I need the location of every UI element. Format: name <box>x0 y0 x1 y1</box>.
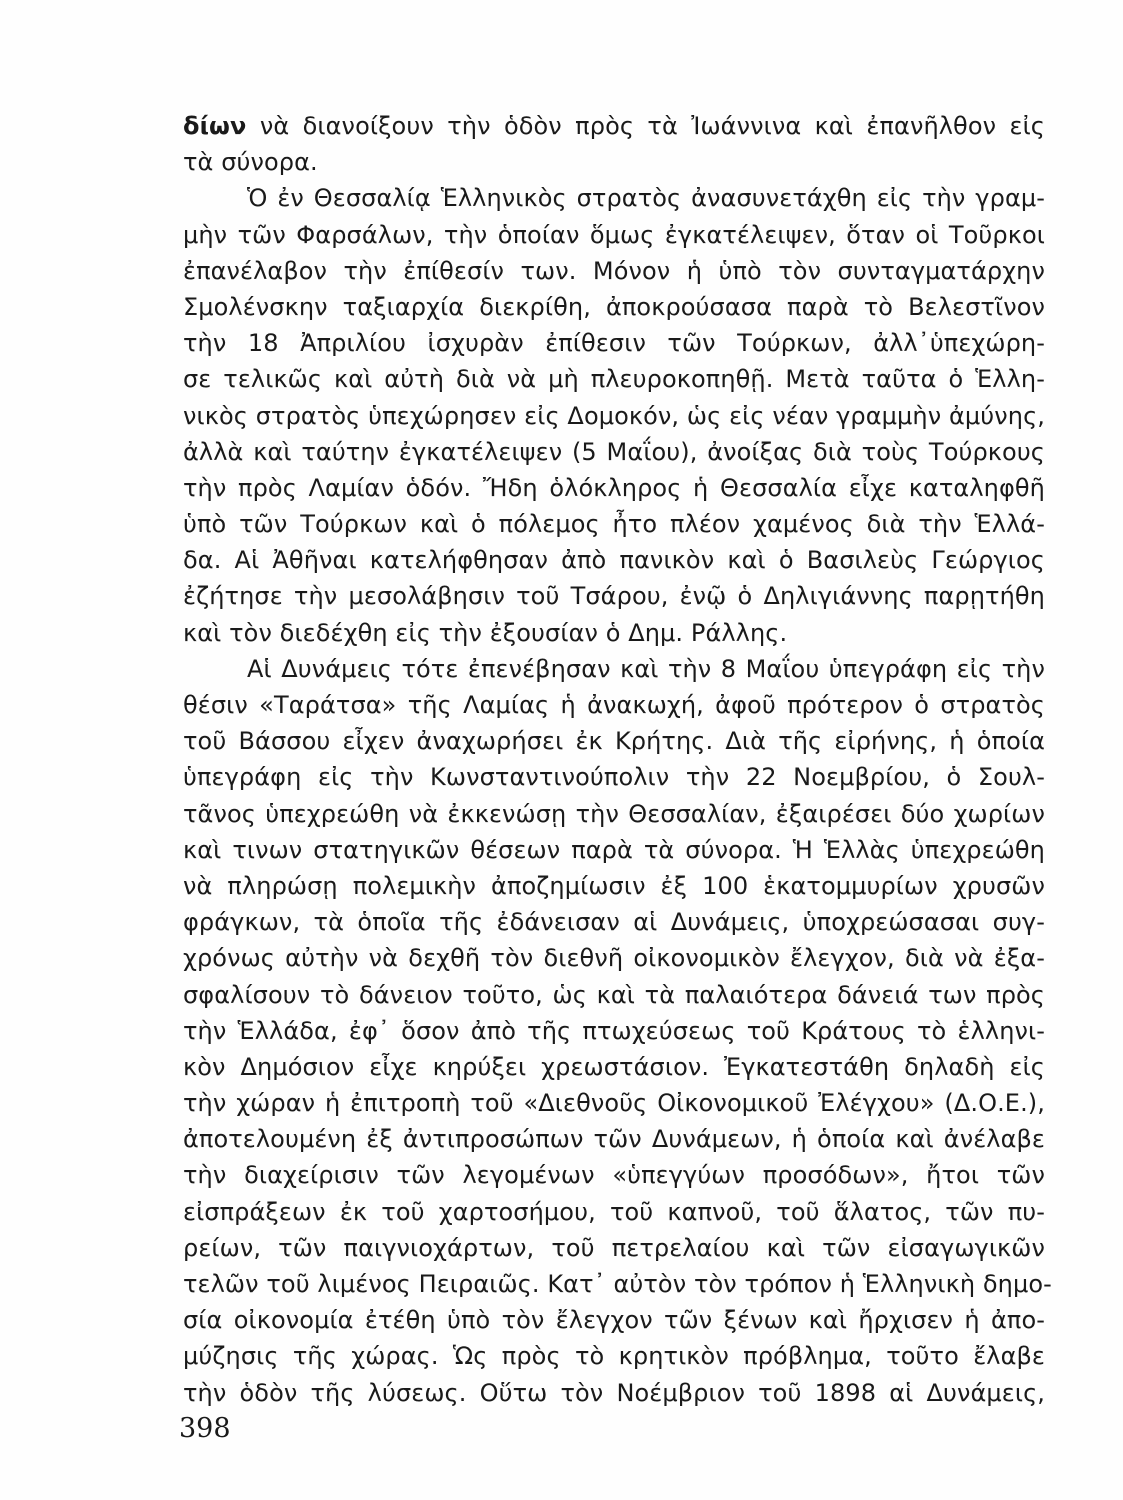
text-line: δα. Αἱ Ἀθῆναι κατελήφθησαν ἀπὸ πανικὸν καὶ ὁ Βασιλεὺς Γεώργιος <box>183 546 1045 575</box>
text-line: καὶ τινων στατηγικῶν θέσεων παρὰ τὰ σύνορα. Ἡ Ἑλλὰς ὑπεχρεώθη <box>183 835 1045 864</box>
text-line: ὑπεγράφη εἰς τὴν Κωνσταντινούπολιν τὴν 22 Νοεμβρίου, ὁ Σουλ- <box>183 763 1045 792</box>
text-line: σία οἰκονομία ἐτέθη ὑπὸ τὸν ἔλεγχον τῶν ξένων καὶ ἤρχισεν ἡ ἀπο- <box>183 1306 1045 1335</box>
text-line: τοῦ Βάσσου εἶχεν ἀναχωρήσει ἐκ Κρήτης. Διὰ τῆς εἰρήνης, ἡ ὁποία <box>183 727 1045 756</box>
text-line: ὑπὸ τῶν Τούρκων καὶ ὁ πόλεμος ἦτο πλέον χαμένος διὰ τὴν Ἑλλά- <box>183 510 1045 539</box>
text-line: τὰ σύνορα. <box>183 148 318 177</box>
body-text <box>183 108 1052 1411</box>
text-line: καὶ τὸν διεδέχθη εἰς τὴν ἐξουσίαν ὁ Δημ. Ράλλης. <box>183 618 788 647</box>
lead-word: δίων <box>183 112 247 140</box>
text-line: θέσιν «Ταράτσα» τῆς Λαμίας ἡ ἀνακωχή, ἀφοῦ πρότερον ὁ στρατὸς <box>183 691 1045 719</box>
text-line: ἐζήτησε τὴν μεσολάβησιν τοῦ Τσάρου, ἐνῷ ὁ Δηλιγιάννης παρῃτήθη <box>183 582 1045 611</box>
text-line: ἀλλὰ καὶ ταύτην ἐγκατέλειψεν (5 Μαΐου), ἀνοίξας διὰ τοὺς Τούρκους <box>183 437 1045 466</box>
text-line: μύζησις τῆς χώρας. Ὡς πρὸς τὸ κρητικὸν πρόβλημα, τοῦτο ἔλαβε <box>183 1342 1045 1371</box>
text-line: ἀποτελουμένη ἐξ ἀντιπροσώπων τῶν Δυνάμεων, ἡ ὁποία καὶ ἀνέλαβε <box>183 1125 1045 1154</box>
text-line: φράγκων, τὰ ὁποῖα τῆς ἐδάνεισαν αἱ Δυνάμεις, ὑποχρεώσασαι συγ- <box>183 908 1045 937</box>
text-line: τὴν ὁδὸν τῆς λύσεως. Οὕτω τὸν Νοέμβριον τοῦ 1898 αἱ Δυνάμεις, <box>183 1378 1045 1407</box>
text-line: τὴν 18 Ἀπριλίου ἰσχυρὰν ἐπίθεσιν τῶν Τούρκων, ἀλλ᾽ὑπεχώρη- <box>183 329 1045 358</box>
text-line: ρείων, τῶν παιγνιοχάρτων, τοῦ πετρελαίου καὶ τῶν εἰσαγωγικῶν <box>183 1233 1045 1262</box>
text-line <box>183 108 1045 144</box>
text-line: Αἱ Δυνάμεις τότε ἐπενέβησαν καὶ τὴν 8 Μαΐου ὑπεγράφη εἰς τὴν <box>247 654 1045 683</box>
text-line: σε τελικῶς καὶ αὐτὴ διὰ νὰ μὴ πλευροκοπηθῇ. Μετὰ ταῦτα ὁ Ἑλλη- <box>183 365 1045 394</box>
page-number: 398 <box>179 1413 231 1444</box>
text-lines <box>183 144 1052 1411</box>
text-line: τελῶν τοῦ λιμένος Πειραιῶς. Κατ᾽ αὐτὸν τὸν τρόπον ἡ Ἑλληνικὴ δημο- <box>183 1270 1052 1298</box>
text-line: Ὁ ἐν Θεσσαλίᾳ Ἑλληνικὸς στρατὸς ἀνασυνετάχθη εἰς τὴν γραμ- <box>247 184 1045 213</box>
text-line: τὴν Ἑλλάδα, ἐφ᾽ ὅσον ἀπὸ τῆς πτωχεύσεως τοῦ Κράτους τὸ ἑλληνι- <box>183 1016 1045 1045</box>
text-line: τὴν πρὸς Λαμίαν ὁδόν. Ἤδη ὁλόκληρος ἡ Θεσσαλία εἶχε καταληφθῆ <box>183 473 1045 502</box>
text-line: τᾶνος ὑπεχρεώθη νὰ ἐκκενώσῃ τὴν Θεσσαλίαν, ἐξαιρέσει δύο χωρίων <box>183 799 1045 828</box>
text-line-content: νὰ διανοίξουν τὴν ὁδὸν πρὸς τὰ Ἰωάννινα καὶ ἐπανῆλθον εἰς <box>246 112 1045 140</box>
text-line: Σμολένσκην ταξιαρχία διεκρίθη, ἀποκρούσασα παρὰ τὸ Βελεστῖνον <box>183 292 1045 321</box>
text-line: εἰσπράξεων ἐκ τοῦ χαρτοσήμου, τοῦ καπνοῦ, τοῦ ἅλατος, τῶν πυ- <box>183 1197 1045 1226</box>
text-line: νὰ πληρώσῃ πολεμικὴν ἀποζημίωσιν ἐξ 100 ἑκατομμυρίων χρυσῶν <box>183 871 1045 900</box>
text-line: ἐπανέλαβον τὴν ἐπίθεσίν των. Μόνον ἡ ὑπὸ τὸν συνταγματάρχην <box>183 256 1045 285</box>
text-line: μὴν τῶν Φαρσάλων, τὴν ὁποίαν ὅμως ἐγκατέλειψεν, ὅταν οἱ Τοῦρκοι <box>183 220 1045 249</box>
text-line: κὸν Δημόσιον εἶχε κηρύξει χρεωστάσιον. Ἐγκατεστάθη δηλαδὴ εἰς <box>183 1052 1045 1081</box>
text-line: τὴν διαχείρισιν τῶν λεγομένων «ὑπεγγύων προσόδων», ἤτοι τῶν <box>183 1161 1045 1190</box>
text-line: σφαλίσουν τὸ δάνειον τοῦτο, ὡς καὶ τὰ παλαιότερα δάνειά των πρὸς <box>183 980 1045 1009</box>
text-line: νικὸς στρατὸς ὑπεχώρησεν εἰς Δομοκόν, ὡς εἰς νέαν γραμμὴν ἀμύνης, <box>183 401 1045 430</box>
text-line: χρόνως αὐτὴν νὰ δεχθῆ τὸν διεθνῆ οἰκονομικὸν ἔλεγχον, διὰ νὰ ἐξα- <box>183 944 1045 973</box>
text-line: τὴν χώραν ἡ ἐπιτροπὴ τοῦ «Διεθνοῦς Οἰκονομικοῦ Ἐλέγχου» (Δ.Ο.Ε.), <box>183 1089 1045 1118</box>
